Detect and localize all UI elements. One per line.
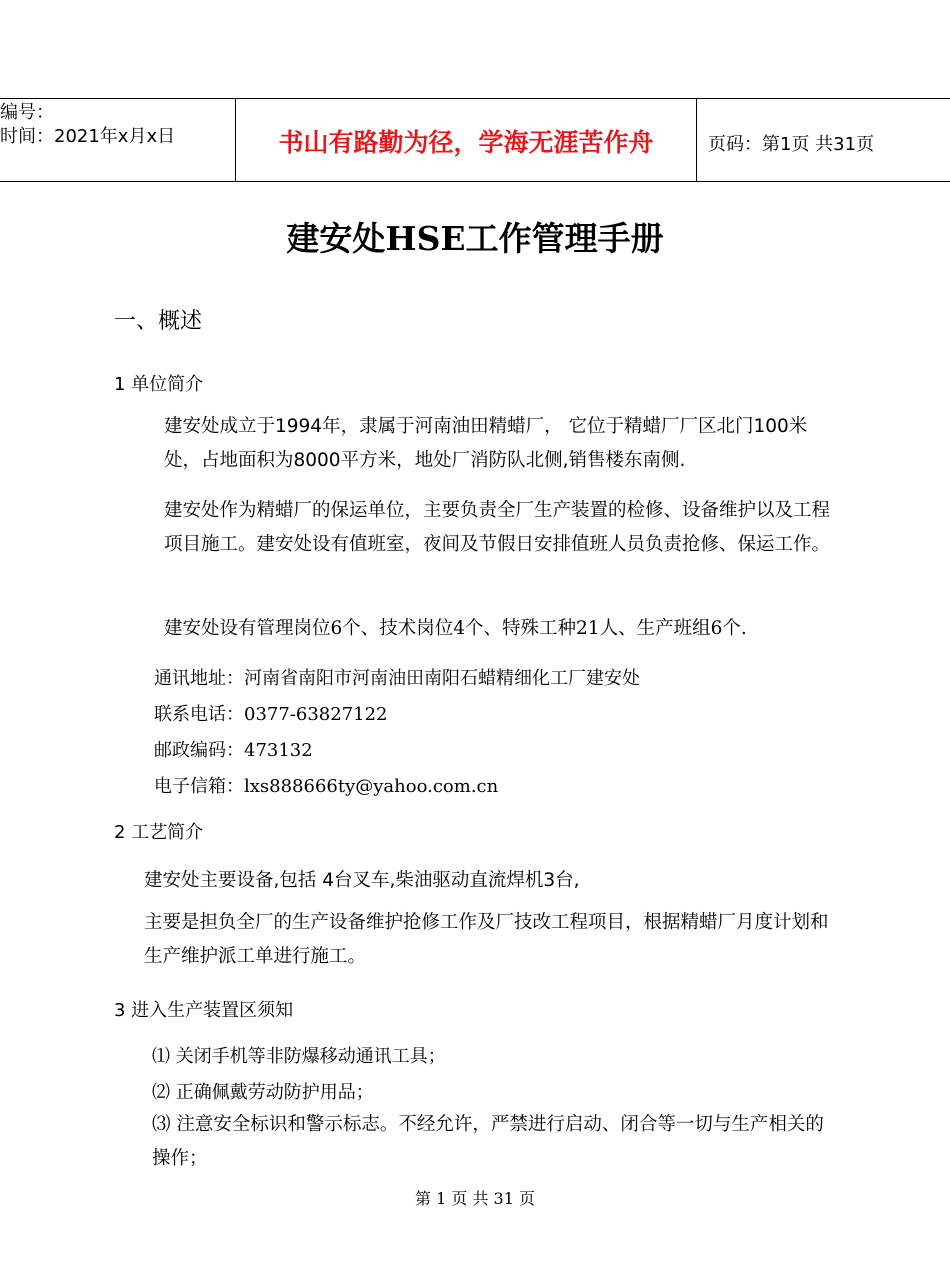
paragraph-main-duty: 主要是担负全厂的生产设备维护抢修工作及厂技改工程项目，根据精蜡厂月度计划和生产维护派工单进行施工。 — [144, 912, 829, 967]
contact-address: 通讯地址：河南省南阳市河南油田南阳石蜡精细化工厂建安处 — [154, 668, 640, 689]
header-divider-right — [696, 99, 697, 181]
paragraph-unit-intro: 建安处成立于1994年，隶属于河南油田精蜡厂， 它位于精蜡厂厂区北门100米处，占地面积为8000平方米，地处厂消防队北侧,销售楼东南侧. — [164, 416, 808, 471]
header-motto: 书山有路勤为径，学海无涯苦作舟 — [278, 128, 654, 157]
rule-item-3: ⑶ 注意安全标识和警示标志。不经允许，严禁进行启动、闭合等一切与生产相关的操作； — [152, 1114, 824, 1169]
paragraph-unit-role: 建安处作为精蜡厂的保运单位，主要负责全厂生产装置的检修、设备维护以及工程项目施工。建安处设有值班室，夜间及节假日安排值班人员负责抢修、保运工作。 — [164, 500, 831, 555]
header-page-info: 页码：第1页 共31页 — [708, 134, 875, 155]
paragraph-unit-staff: 建安处设有管理岗位6个、技术岗位4个、特殊工种21人、生产班组6个. — [164, 618, 747, 639]
contact-postcode: 邮政编码：473132 — [154, 740, 313, 761]
rule-item-1: ⑴ 关闭手机等非防爆移动通讯工具； — [152, 1046, 446, 1067]
date-label: 时间：2021年x月x日 — [0, 126, 176, 147]
paragraph-equipment: 建安处主要设备,包括 4台叉车,柴油驱动直流焊机3台, — [144, 870, 580, 891]
header-meta — [0, 101, 175, 149]
page-footer: 第 1 页 共 31 页 — [415, 1189, 535, 1208]
subsection-heading-entry-rules: 3 进入生产装置区须知 — [114, 1000, 294, 1021]
subsection-heading-process-intro: 2 工艺简介 — [114, 822, 204, 843]
number-label: 编号： — [0, 102, 54, 123]
subsection-heading-unit-intro: 1 单位简介 — [114, 374, 204, 395]
document-title: 建安处HSE工作管理手册 — [286, 219, 664, 258]
rule-item-2: ⑵ 正确佩戴劳动防护用品； — [152, 1082, 374, 1103]
contact-phone: 联系电话：0377-63827122 — [154, 704, 388, 725]
section-heading-overview: 一、概述 — [114, 309, 203, 334]
contact-email: 电子信箱：lxs888666ty@yahoo.com.cn — [154, 776, 499, 797]
